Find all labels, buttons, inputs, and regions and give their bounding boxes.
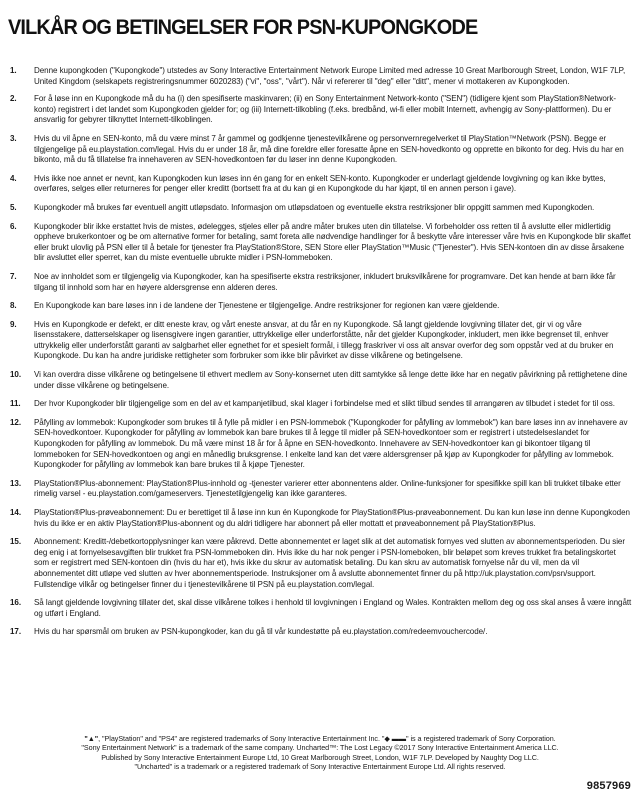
term-number: 17. — [10, 627, 22, 637]
term-number: 14. — [10, 508, 22, 517]
term-item — [8, 598, 632, 619]
term-text: Påfylling av lommebok: Kupongkoder som brukes til å fylle på midler i en PSN-lommebok ("Kupongkoder for påfylling av lommebok") kan bare løses inn av innehavere av SEN-hovedkontoer. Kupongkoder for påfylling av lommebok kan bare brukes til å legge til midler på SEN-hovedkontoer som er registrert i utstedelseslandet for Kupongkoden for påfylling av lommebok. Du må være minst 18 år for å åpne en SEN-hovedkonto. Innehavere av SEN-hovedkontoer kan gi bikontoer tilgang til lommeboken for SEN-hovedkontoen og angi en månedlig bruksgrense. I enkelte land kan det være aldersgrenser på kjøp av Kupongkoder for påfylling av lommebok. Kupongkoder for påfylling av lommebok kan bare brukes til å kjøpe Tjenester. — [34, 417, 628, 470]
term-text: Abonnement: Kreditt-/debetkortopplysninger kan være påkrevd. Dette abonnementet er laget slik at det automatisk fornyes ved slutten av abonnementsperioden. Du sier deg enig i at fornyelsesavgiften blir trukket fra PSN-lommeboken din. Hvis ikke du har nok penger i PSN-lomeboken, blir beløpet som kreves trukket fra betalingskortet som er registrert med SEN-kontoen din (hvis du har et), hvis ikke du skrur av automatisk betaling. Du kan skru av automatisk fornyelse når du vil, men da vil abonnementet ditt utløpe ved slutten av hver abonnementsperiode. Instruksjoner om å avslutte abonnementet finner du på http://uk.playstation.com/psn/support. Fullstendige vilkår og betingelser finner du i tjenestevilkårene til PSN på eu.playstation.com/legal. — [34, 537, 625, 589]
term-item — [8, 320, 632, 362]
term-item — [8, 272, 632, 293]
footer-line-1: "▲", "PlayStation" and "PS4" are registered trademarks of Sony Interactive Entertainment Inc. "◆ ▬▬" is a registered trademark of Sony Corporation. — [84, 734, 556, 743]
term-text: Hvis du vil åpne en SEN-konto, må du være minst 7 år gammel og godkjenne tjenestevilkårene og personvernregelverket til PlayStation™Network (PSN). Begge er tilgjengelige på eu.playstation.com/legal. Hvis du er under 18 år, må dine foreldre eller foresatte åpne en SEN-hovedkonto og opprette en bikonto for deg. Hvis du har en bikonto, må du få tillatelse fra innehaveren av SEN-hovedkontoen før du løser inn denne Kupongkoden. — [34, 133, 624, 165]
term-number: 8. — [10, 301, 17, 311]
term-text: Denne kupongkoden ("Kupongkode") utstedes av Sony Interactive Entertainment Network Europe Limited med adresse 10 Great Marlborough Street, London, W1F 7LP, United Kingdom (selskapets registreringsnummer 6020283) ("vi", "oss", "vårt"). Når vi refererer til "deg" eller "ditt", mener vi mottakeren av Kupongkoden. — [34, 66, 626, 86]
term-item — [8, 537, 632, 590]
term-text: Vi kan overdra disse vilkårene og betingelsene til ethvert medlem av Sony-konsernet uten ditt samtykke så lenge dette ikke har en negativ påvirkning på rettighetene dine under disse vilkårene og betingelsene. — [34, 370, 628, 390]
term-number: 5. — [10, 202, 17, 212]
term-number: 11. — [10, 399, 21, 409]
term-number: 1. — [10, 66, 17, 75]
term-item — [8, 203, 632, 214]
term-text: PlayStation®Plus-abonnement: PlayStation®Plus-innhold og -tjenester varierer etter abonnentens alder. Online-funksjoner for spesifikke spill kan bli trukket tilbake etter rimelig varsel - eu.playstation.com/gameservers. Tjenestetilgjengelig kan ikke garanteres. — [34, 478, 621, 499]
term-item — [8, 418, 632, 471]
term-text: Kupongkoder må brukes før eventuell angitt utløpsdato. Informasjon om utløpsdatoen og eventuelle ekstra restriksjoner blir oppgitt sammen med Kupongkoden. — [34, 202, 595, 212]
term-item — [8, 370, 632, 391]
footer-line-3: Published by Sony Interactive Entertainment Europe Ltd, 10 Great Marlborough Street, London, W1F 7LP. Developed by Naughty Dog LLC. — [101, 752, 539, 762]
term-item — [8, 301, 632, 312]
term-item — [8, 94, 632, 126]
term-number: 3. — [10, 133, 17, 143]
term-item — [8, 174, 632, 195]
term-number: 16. — [10, 598, 22, 608]
term-number: 12. — [10, 417, 22, 427]
term-number: 2. — [10, 94, 17, 104]
terms-list — [8, 66, 632, 638]
term-text: Hvis ikke noe annet er nevnt, kan Kupongkoden kun løses inn én gang for en enkelt SEN-konto. Kupongkoder er underlagt gjeldende lovgivning og kan ikke byttes, overføres, selges eller returneres for penger eller kreditt (bortsett fra at du kan gi en Kupongkode du har kjøpt, til en annen person i gave). — [34, 173, 606, 194]
term-number: 6. — [10, 221, 17, 231]
term-text: For å løse inn en Kupongkode må du ha (i) den spesifiserte maskinvaren; (ii) en Sony Entertainment Network-konto ("SEN") (tidligere kjent som PlayStation®Network-konto) registrert i det landet som Kupongkoden gjelder for; og (iii) Internett-tilkobling (f.eks. bredbånd, wi-fi eller mobilt Internett, avhengig av Sony-plattformen). Du er ansvarlig for gebyrer tilknyttet Internett-tilkoblingen. — [34, 94, 617, 125]
term-item — [8, 627, 632, 638]
term-item — [8, 508, 632, 529]
term-text: Kupongkoder blir ikke erstattet hvis de mistes, ødelegges, stjeles eller på andre måter brukes uten din tillatelse. Vi forbeholder oss retten til å avslutte eller midlertidig oppheve brukerkontoer og be om alternative former for betaling, samt foreta alle nødvendige handlinger for å beskytte våre interesser våre hvis en Kupongkode blir skaffet eller brukt ulovlig på PSN eller til å betale for tjenester fra PlayStation®Store, SEN Store eller PlayStation™Music ("Tjenester"). Hvis SEN-kontoen din av disse årsakene blir avsluttet eller sperret, kan du miste eventuelle ubrukte midler i PSN-lommeboken. — [34, 221, 631, 263]
footer-line-4: "Uncharted" is a trademark or a registered trademark of Sony Interactive Entertainment Europe Ltd. All rights reserved. — [134, 762, 506, 772]
term-text: Hvis en Kupongkode er defekt, er ditt eneste krav, og vårt eneste ansvar, at du får en ny Kupongkode. Så langt gjeldende lovgivning tillater det, gir vi og våre lisensstakere, datterselskaper og lisensgivere ingen garantier, uttrykkelige eller underforståtte, når det gjelder Kupongkoder, inkludert, men ikke begrenset til, enhver uttrykkelig eller underforstått garanti av salgbarhet eller egnethet for et spesielt formål, i tillegg fraskriver vi oss alt ansvar overfor deg som oppstår ved at du bruker en Kupongkode. Du kan ha andre juridiske rettigheter som forbruker som ikke blir påvirket av disse vilkårene og betingelsene. — [34, 319, 614, 361]
term-item — [8, 134, 632, 166]
term-text: Der hvor Kupongkoder blir tilgjengelige som en del av et kampanjetilbud, skal klager i forbindelse med et slikt tilbud sendes til arrangøren av tilbudet i stedet for til oss. — [34, 399, 615, 409]
page-title: VILKÅR OG BETINGELSER FOR PSN-KUPONGKODE — [8, 15, 478, 39]
term-text: Så langt gjeldende lovgivning tillater det, skal disse vilkårene tolkes i henhold til lovgivningen i England og Wales. Kontrakten mellom deg og oss skal anses å være inngått og utført i England. — [34, 598, 632, 618]
term-item — [8, 222, 632, 264]
term-text: Noe av innholdet som er tilgjengelig via Kupongkoder, kan ha spesifiserte ekstra restriksjoner, inkludert bruksvilkårene for programvare. Det kan hende at barn ikke får tilgang til innhold som har en høyere aldersgrense enn alderen deres. — [34, 271, 616, 292]
term-item — [8, 399, 632, 410]
term-item — [8, 66, 632, 87]
trademark-footer — [40, 734, 600, 772]
term-number: 7. — [10, 271, 17, 281]
term-text: PlayStation®Plus-prøveabonnement: Du er berettiget til å løse inn kun én Kupongkode for PlayStation®Plus-prøveabonnement. Du kan kun løse inn denne Kupongkoden hvis du ikke er en aktiv PlayStation®Plus-abonnent og du aldri tidligere har abonnert på eller mottatt et prøveabonnement på PlayStation®Plus. — [34, 508, 630, 528]
product-code: 9857969 — [586, 780, 631, 792]
term-number: 10. — [10, 370, 22, 380]
term-number: 4. — [10, 173, 17, 183]
term-item — [8, 479, 632, 500]
term-number: 15. — [10, 537, 22, 547]
footer-line-2: "Sony Entertainment Network" is a trademark of the same company. Uncharted™: The Lost Legacy ©2017 Sony Interactive Entertainment America LLC. — [81, 743, 559, 753]
term-number: 9. — [10, 319, 17, 329]
term-text: En Kupongkode kan bare løses inn i de landene der Tjenestene er tilgjengelige. Andre restriksjoner for regionen kan være gjeldende. — [34, 301, 500, 311]
term-text: Hvis du har spørsmål om bruken av PSN-kupongkoder, kan du gå til vår kundestøtte på eu.playstation.com/redeemvouchercode/. — [34, 627, 488, 637]
playstation-logo-mark: "▲" — [84, 734, 99, 743]
term-number: 13. — [10, 478, 22, 488]
